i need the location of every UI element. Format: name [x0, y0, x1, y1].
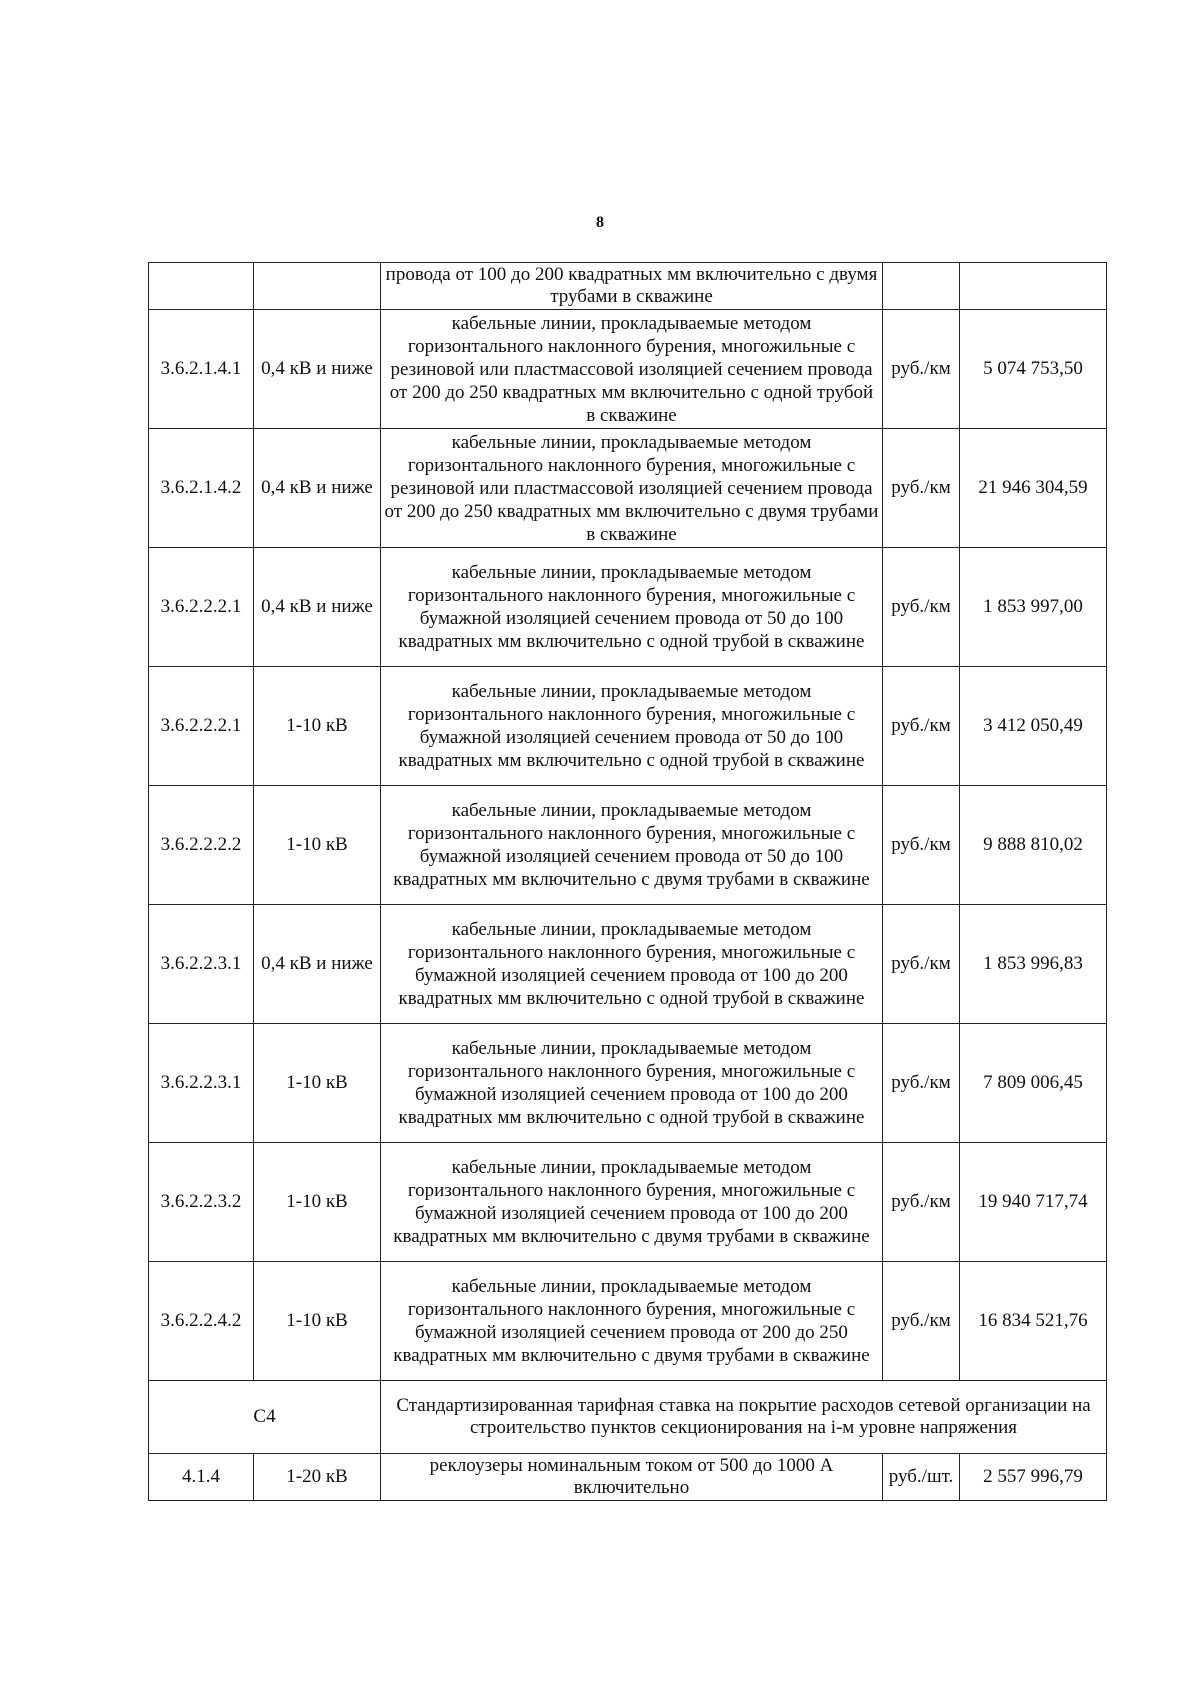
cell-description: кабельные линии, прокладываемые методом горизонтального наклонного бурения, многожильные с бумажной изоляцией сечением провода от 50 до 100 квадратных мм включительно с двумя трубами в скважине: [381, 786, 883, 905]
cell-value: 19 940 717,74: [960, 1143, 1107, 1262]
cell-value: 9 888 810,02: [960, 786, 1107, 905]
table-row: [149, 667, 1107, 786]
cell-unit: руб./км: [883, 1143, 960, 1262]
cell-value: 1 853 996,83: [960, 905, 1107, 1024]
cell-unit: руб./км: [883, 667, 960, 786]
cell-description: реклоузеры номинальным током от 500 до 1000 А включительно: [381, 1454, 883, 1501]
table-row-continuation: [149, 263, 1107, 310]
cell-description: кабельные линии, прокладываемые методом горизонтального наклонного бурения, многожильные с бумажной изоляцией сечением провода от 50 до 100 квадратных мм включительно с одной трубой в скважине: [381, 548, 883, 667]
cell-voltage: 1-10 кВ: [254, 1143, 381, 1262]
cell-value: 21 946 304,59: [960, 429, 1107, 548]
cell-unit: руб./км: [883, 310, 960, 429]
cell-unit: [883, 263, 960, 310]
cell-unit: руб./км: [883, 1262, 960, 1381]
cell-description: кабельные линии, прокладываемые методом горизонтального наклонного бурения, многожильные с бумажной изоляцией сечением провода от 100 до 200 квадратных мм включительно с одной трубой в скважине: [381, 905, 883, 1024]
page-number: 8: [596, 214, 604, 231]
cell-unit: руб./км: [883, 429, 960, 548]
cell-code: 3.6.2.2.2.1: [149, 548, 254, 667]
cell-description: кабельные линии, прокладываемые методом горизонтального наклонного бурения, многожильные с бумажной изоляцией сечением провода от 50 до 100 квадратных мм включительно с одной трубой в скважине: [381, 667, 883, 786]
section-title: Стандартизированная тарифная ставка на покрытие расходов сетевой организации на строительство пунктов секционирования на i-м уровне напряжения: [381, 1381, 1107, 1454]
cell-value: [960, 263, 1107, 310]
cell-description: кабельные линии, прокладываемые методом горизонтального наклонного бурения, многожильные с бумажной изоляцией сечением провода от 200 до 250 квадратных мм включительно с двумя трубами в скважине: [381, 1262, 883, 1381]
cell-description: кабельные линии, прокладываемые методом горизонтального наклонного бурения, многожильные с бумажной изоляцией сечением провода от 100 до 200 квадратных мм включительно с одной трубой в скважине: [381, 1024, 883, 1143]
table-row: [149, 1262, 1107, 1381]
cell-voltage: [254, 263, 381, 310]
cell-value: 7 809 006,45: [960, 1024, 1107, 1143]
tariff-table: [148, 262, 1107, 1501]
cell-voltage: 0,4 кВ и ниже: [254, 429, 381, 548]
cell-code: 3.6.2.1.4.2: [149, 429, 254, 548]
cell-value: 16 834 521,76: [960, 1262, 1107, 1381]
cell-code: 3.6.2.2.2.1: [149, 667, 254, 786]
cell-voltage: 0,4 кВ и ниже: [254, 905, 381, 1024]
cell-description: кабельные линии, прокладываемые методом горизонтального наклонного бурения, многожильные с резиновой или пластмассовой изоляцией сечением провода от 200 до 250 квадратных мм включительно с двумя трубами в скважине: [381, 429, 883, 548]
cell-code: 3.6.2.2.3.2: [149, 1143, 254, 1262]
table-row: [149, 1454, 1107, 1501]
table-row: [149, 905, 1107, 1024]
cell-value: 5 074 753,50: [960, 310, 1107, 429]
cell-value: 1 853 997,00: [960, 548, 1107, 667]
cell-unit: руб./км: [883, 1024, 960, 1143]
table-row: [149, 548, 1107, 667]
table-section-row: [149, 1381, 1107, 1454]
cell-value: 3 412 050,49: [960, 667, 1107, 786]
table-row: [149, 1024, 1107, 1143]
table-row: [149, 786, 1107, 905]
table-row: [149, 310, 1107, 429]
cell-code: 3.6.2.2.4.2: [149, 1262, 254, 1381]
cell-code: 4.1.4: [149, 1454, 254, 1501]
cell-code: [149, 263, 254, 310]
cell-code: 3.6.2.2.3.1: [149, 1024, 254, 1143]
cell-voltage: 1-10 кВ: [254, 1262, 381, 1381]
cell-unit: руб./км: [883, 786, 960, 905]
cell-unit: руб./шт.: [883, 1454, 960, 1501]
cell-code: 3.6.2.2.2.2: [149, 786, 254, 905]
cell-voltage: 1-10 кВ: [254, 1024, 381, 1143]
cell-description: кабельные линии, прокладываемые методом горизонтального наклонного бурения, многожильные с бумажной изоляцией сечением провода от 100 до 200 квадратных мм включительно с двумя трубами в скважине: [381, 1143, 883, 1262]
cell-code: 3.6.2.1.4.1: [149, 310, 254, 429]
section-code: С4: [149, 1381, 381, 1454]
cell-unit: руб./км: [883, 548, 960, 667]
table-row: [149, 429, 1107, 548]
cell-description: провода от 100 до 200 квадратных мм включительно с двумя трубами в скважине: [381, 263, 883, 310]
cell-voltage: 0,4 кВ и ниже: [254, 548, 381, 667]
cell-code: 3.6.2.2.3.1: [149, 905, 254, 1024]
cell-description: кабельные линии, прокладываемые методом горизонтального наклонного бурения, многожильные с резиновой или пластмассовой изоляцией сечением провода от 200 до 250 квадратных мм включительно с одной трубой в скважине: [381, 310, 883, 429]
cell-voltage: 1-10 кВ: [254, 667, 381, 786]
cell-voltage: 0,4 кВ и ниже: [254, 310, 381, 429]
cell-voltage: 1-10 кВ: [254, 786, 381, 905]
cell-voltage: 1-20 кВ: [254, 1454, 381, 1501]
table-row: [149, 1143, 1107, 1262]
cell-unit: руб./км: [883, 905, 960, 1024]
cell-value: 2 557 996,79: [960, 1454, 1107, 1501]
